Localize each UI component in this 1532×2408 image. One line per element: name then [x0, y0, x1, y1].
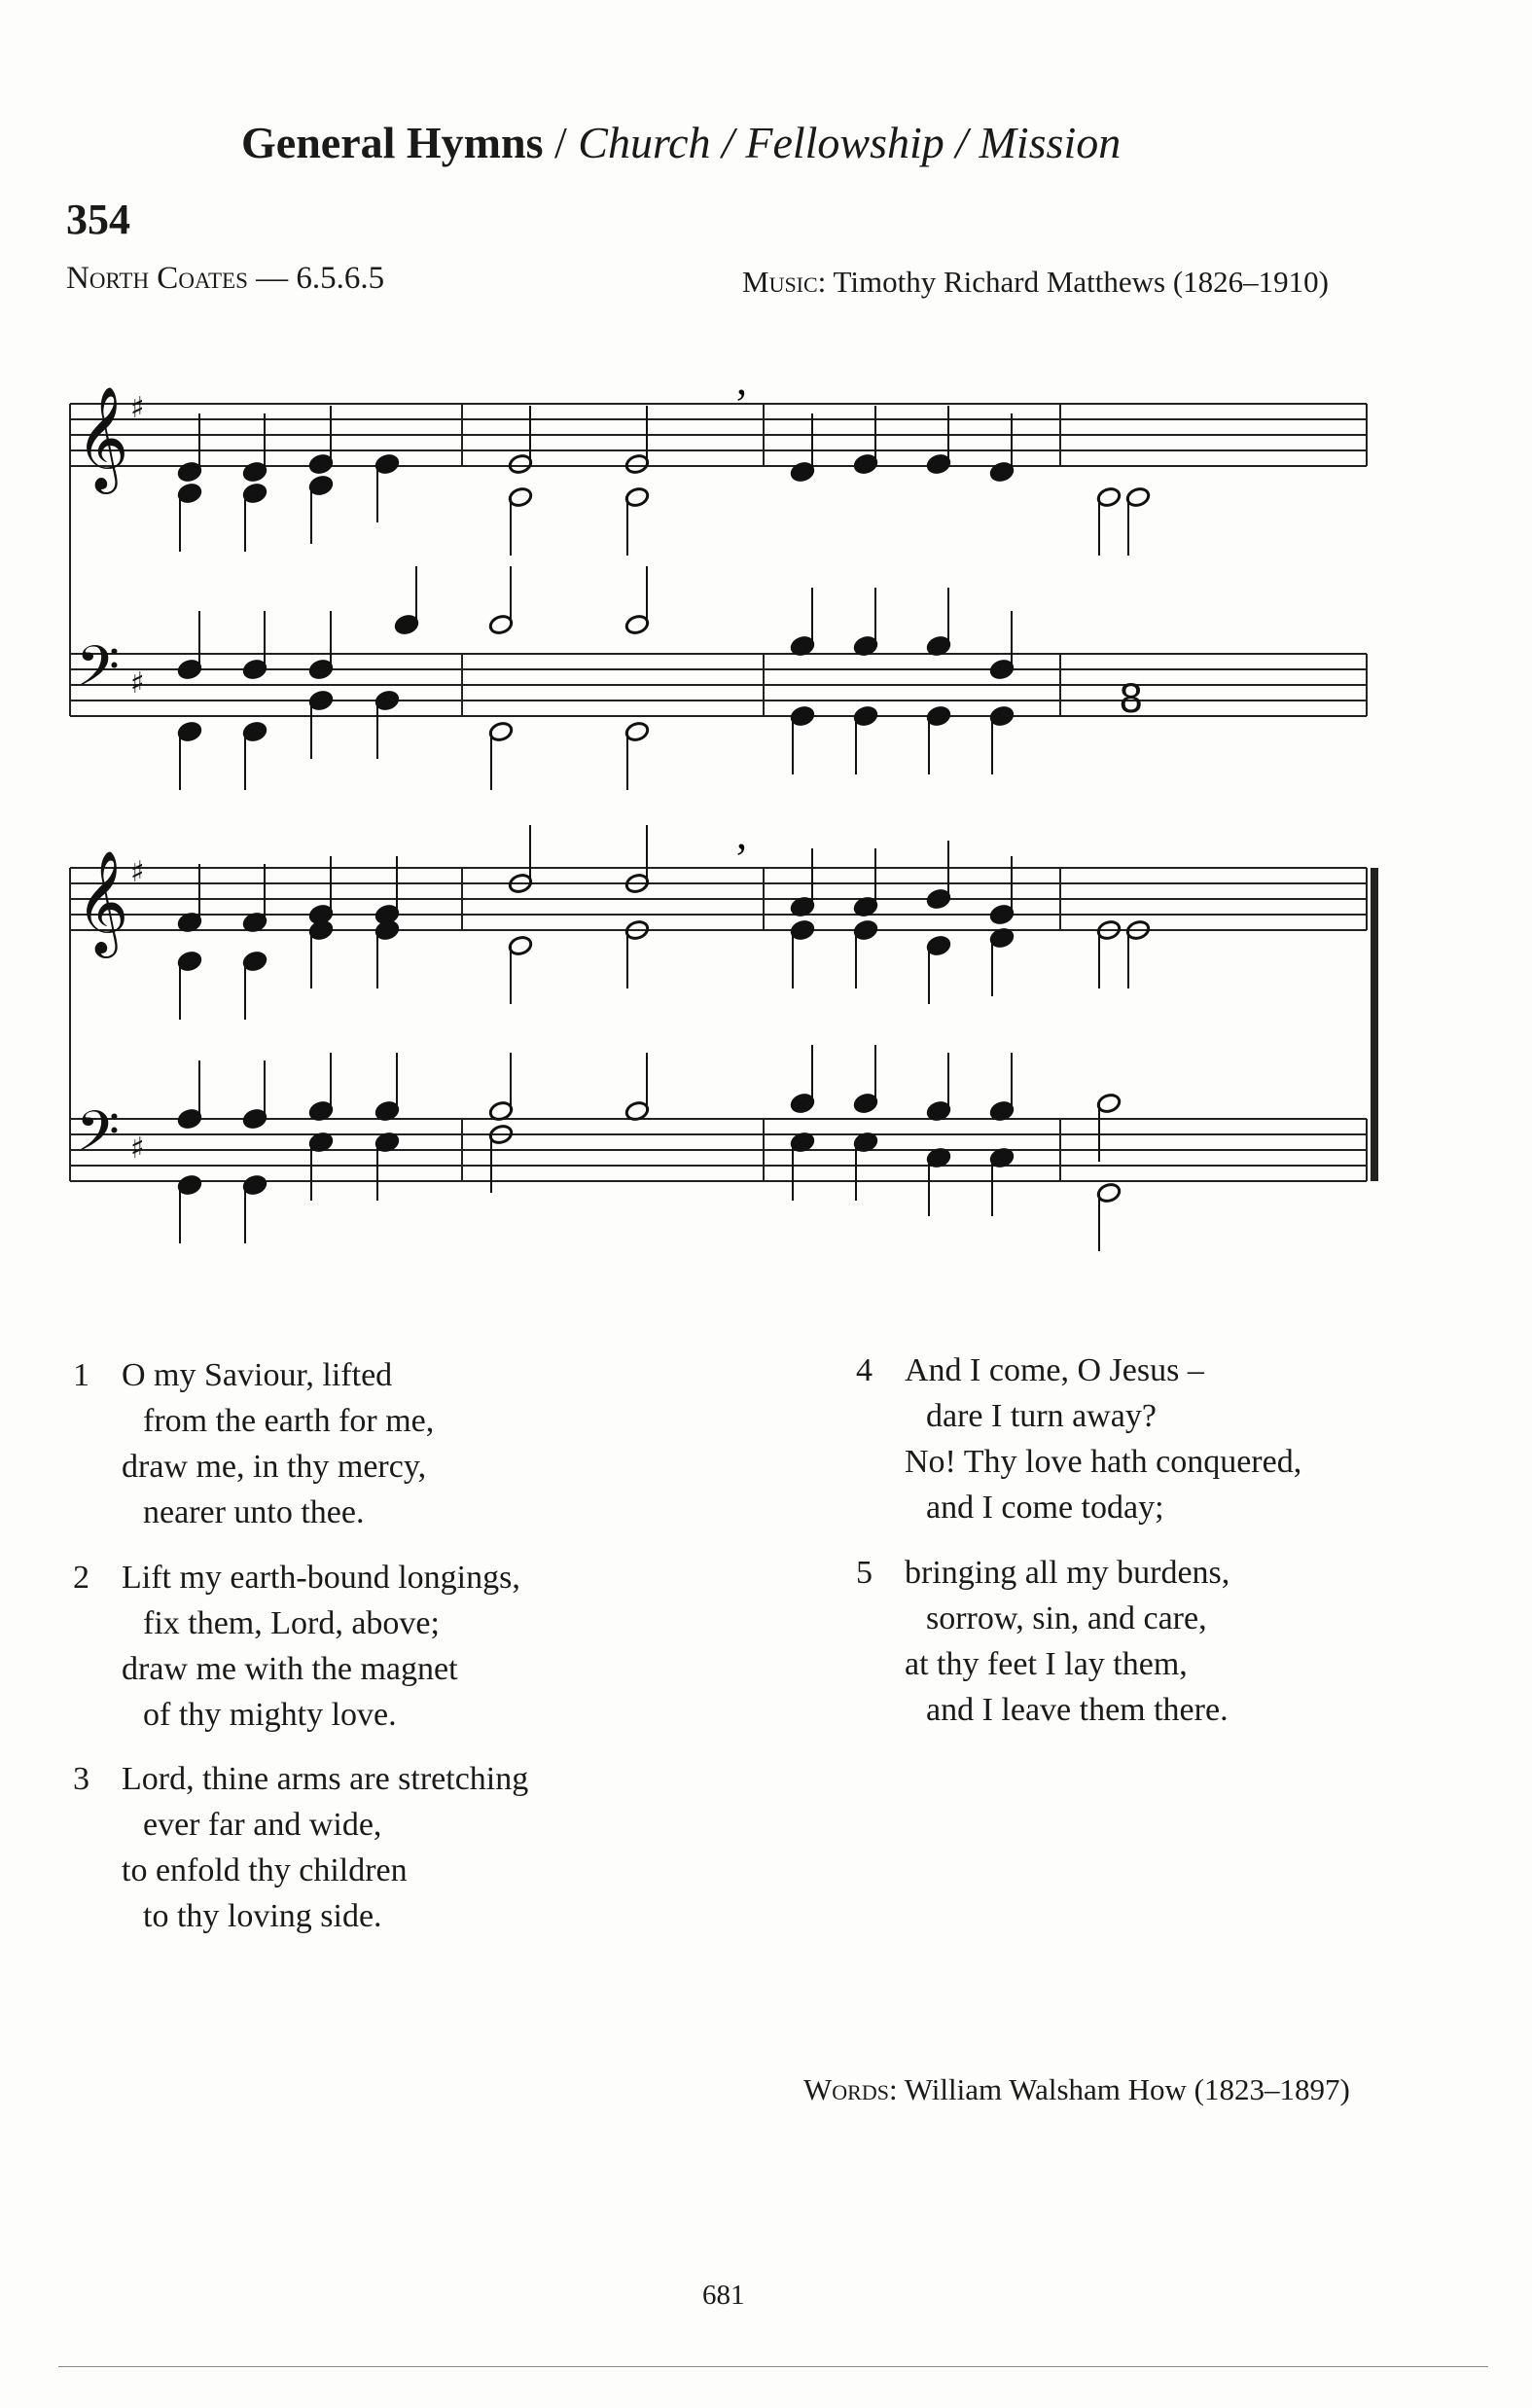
verse-line: fix them, Lord, above;: [143, 1605, 440, 1641]
music-composer: Timothy Richard Matthews (1826–1910): [833, 265, 1329, 299]
words-label: Words:: [803, 2072, 898, 2106]
music-label: Music:: [742, 265, 827, 299]
section-title: General Hymns: [241, 118, 544, 167]
verse-line: O my Saviour, lifted: [122, 1357, 393, 1393]
verse-line: at thy feet I lay them,: [905, 1646, 1188, 1682]
breath-mark: ,: [736, 356, 747, 404]
verse-number: 2: [73, 1560, 89, 1596]
verse-line: Lord, thine arms are stretching: [122, 1761, 529, 1797]
verse-line: to enfold thy children: [122, 1852, 408, 1888]
bass-clef-icon: 𝄢: [76, 633, 121, 713]
verse-number: 5: [856, 1555, 873, 1591]
bottom-rule: [58, 2366, 1488, 2367]
key-signature-sharp-icon: ♯: [130, 666, 145, 701]
header-separator: /: [543, 118, 579, 167]
section-categories: Church / Fellowship / Mission: [578, 118, 1122, 167]
verse-line: ever far and wide,: [143, 1807, 382, 1843]
words-credit: [803, 2072, 1350, 2107]
verse-line: draw me with the magnet: [122, 1651, 458, 1687]
verse-line: of thy mighty love.: [143, 1697, 397, 1733]
verse-line: and I leave them there.: [926, 1692, 1229, 1728]
breath-mark: ,: [736, 810, 747, 858]
tune-name: North Coates — 6.5.6.5: [66, 261, 385, 296]
key-signature-sharp-icon: ♯: [130, 855, 145, 889]
bass-clef-icon: 𝄢: [76, 1098, 121, 1178]
verse-line: from the earth for me,: [143, 1403, 435, 1439]
hymn-number: 354: [66, 196, 130, 243]
verse-line: to thy loving side.: [143, 1898, 382, 1934]
verse-line: and I come today;: [926, 1490, 1164, 1526]
whole-note-chord-icon: 8: [1119, 677, 1144, 722]
key-signature-sharp-icon: ♯: [130, 1132, 145, 1166]
verse-line: draw me, in thy mercy,: [122, 1449, 427, 1485]
verse-number: 3: [73, 1761, 89, 1797]
treble-clef-icon: 𝄞: [76, 385, 129, 489]
verse-line: bringing all my burdens,: [905, 1555, 1230, 1591]
verse-line: dare I turn away?: [926, 1398, 1157, 1434]
key-signature-sharp-icon: ♯: [130, 391, 145, 425]
verse-line: Lift my earth-bound longings,: [122, 1560, 520, 1596]
verse-line: And I come, O Jesus –: [905, 1352, 1204, 1388]
verse-number: 4: [856, 1352, 873, 1388]
page-number: 681: [702, 2280, 745, 2311]
verse-line: nearer unto thee.: [143, 1494, 365, 1530]
treble-clef-icon: 𝄞: [76, 849, 129, 953]
verse-line: No! Thy love hath conquered,: [905, 1444, 1302, 1480]
words-author: William Walsham How (1823–1897): [904, 2072, 1350, 2106]
verse-line: sorrow, sin, and care,: [926, 1600, 1207, 1636]
verse-number: 1: [73, 1357, 89, 1393]
